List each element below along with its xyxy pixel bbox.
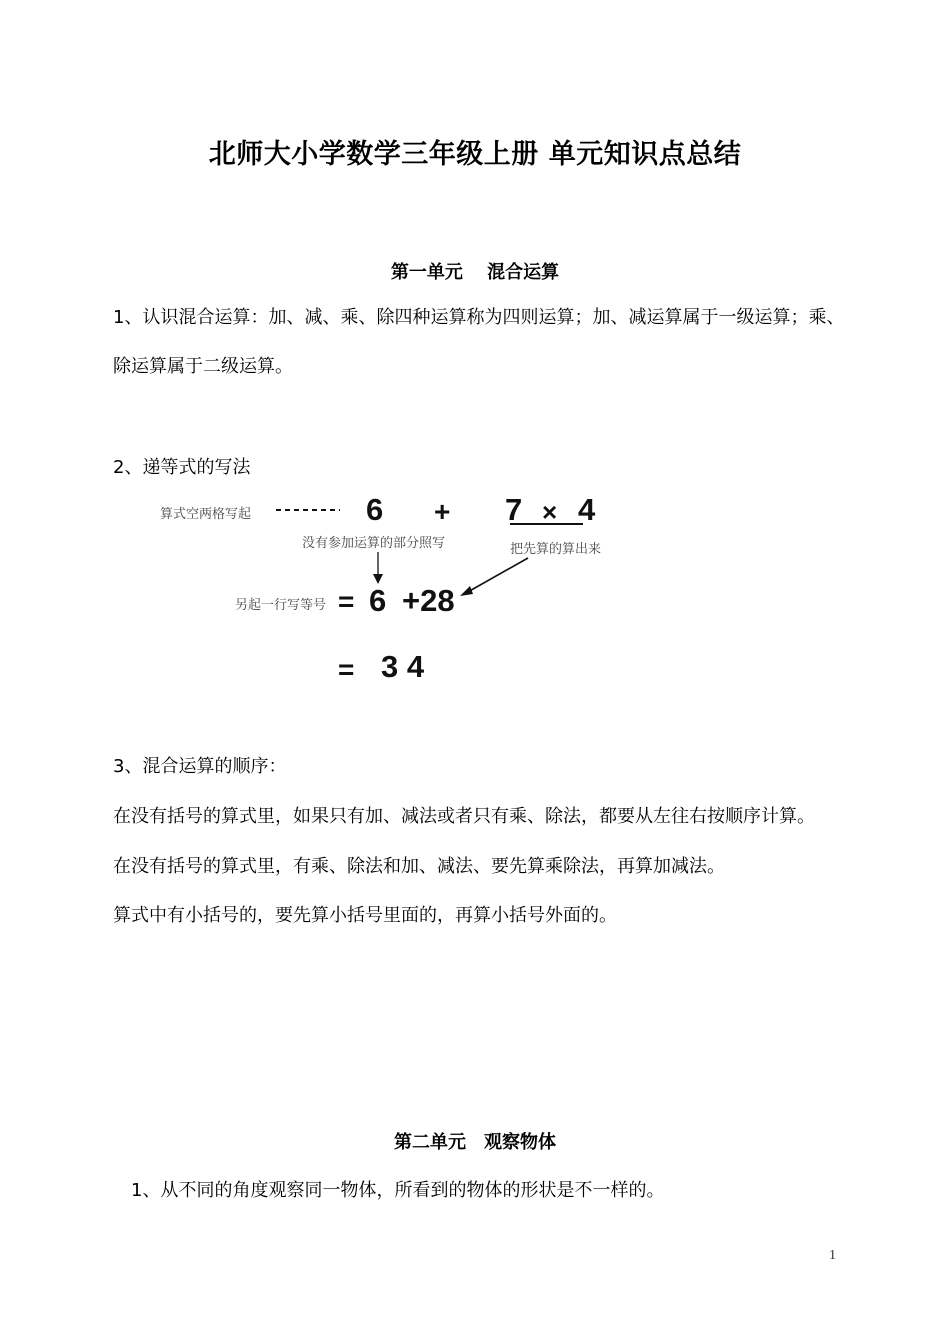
note-new-line-equals: 另起一行写等号: [235, 598, 327, 613]
expr-times: ×: [542, 497, 558, 527]
page-number: 1: [829, 1248, 836, 1263]
expr-plus: +: [434, 496, 451, 527]
note-copy-unchanged: 没有参加运算的部分照写: [302, 536, 446, 551]
note-compute-first: 把先算的算出来: [510, 542, 602, 557]
unit1-rule3: 算式中有小括号的，要先算小括号里面的，再算小括号外面的。: [113, 905, 617, 926]
note-start-indent: 算式空两格写起: [160, 507, 252, 522]
unit2-item1: 1、从不同的角度观察同一物体，所看到的物体的形状是不一样的。: [131, 1180, 665, 1201]
expr-seven: 7: [505, 492, 523, 527]
unit1-item1-line1: 1、认识混合运算：加、减、乘、除四种运算称为四则运算；加、减运算属于一级运算；乘、: [113, 307, 845, 328]
step2-equals: =: [338, 586, 355, 617]
diagram-lines: [270, 500, 670, 610]
step3-equals: =: [338, 654, 355, 685]
document-title: 北师大小学数学三年级上册 单元知识点总结: [208, 139, 742, 170]
unit2-heading: 第二单元 观察物体: [394, 1132, 556, 1153]
arrow-diagonal-line: [466, 558, 528, 593]
unit1-heading: 第一单元 混合运算: [390, 262, 560, 283]
unit1-item3: 3、混合运算的顺序：: [113, 756, 287, 777]
unit1-item1-line2: 除运算属于二级运算。: [113, 356, 293, 377]
expr-six: 6: [366, 492, 384, 527]
step2-six: 6: [369, 583, 387, 618]
expr-four: 4: [578, 492, 596, 527]
arrow-diagonal-head: [460, 586, 473, 596]
step3-result: 3 4: [381, 649, 425, 684]
unit1-item2: 2、递等式的写法: [113, 457, 251, 478]
unit1-rule2: 在没有括号的算式里，有乘、除法和加、减法、要先算乘除法，再算加减法。: [113, 856, 725, 877]
step2-plus28: +28: [402, 583, 455, 618]
unit1-rule1: 在没有括号的算式里，如果只有加、减法或者只有乘、除法，都要从左往右按顺序计算。: [113, 806, 815, 827]
